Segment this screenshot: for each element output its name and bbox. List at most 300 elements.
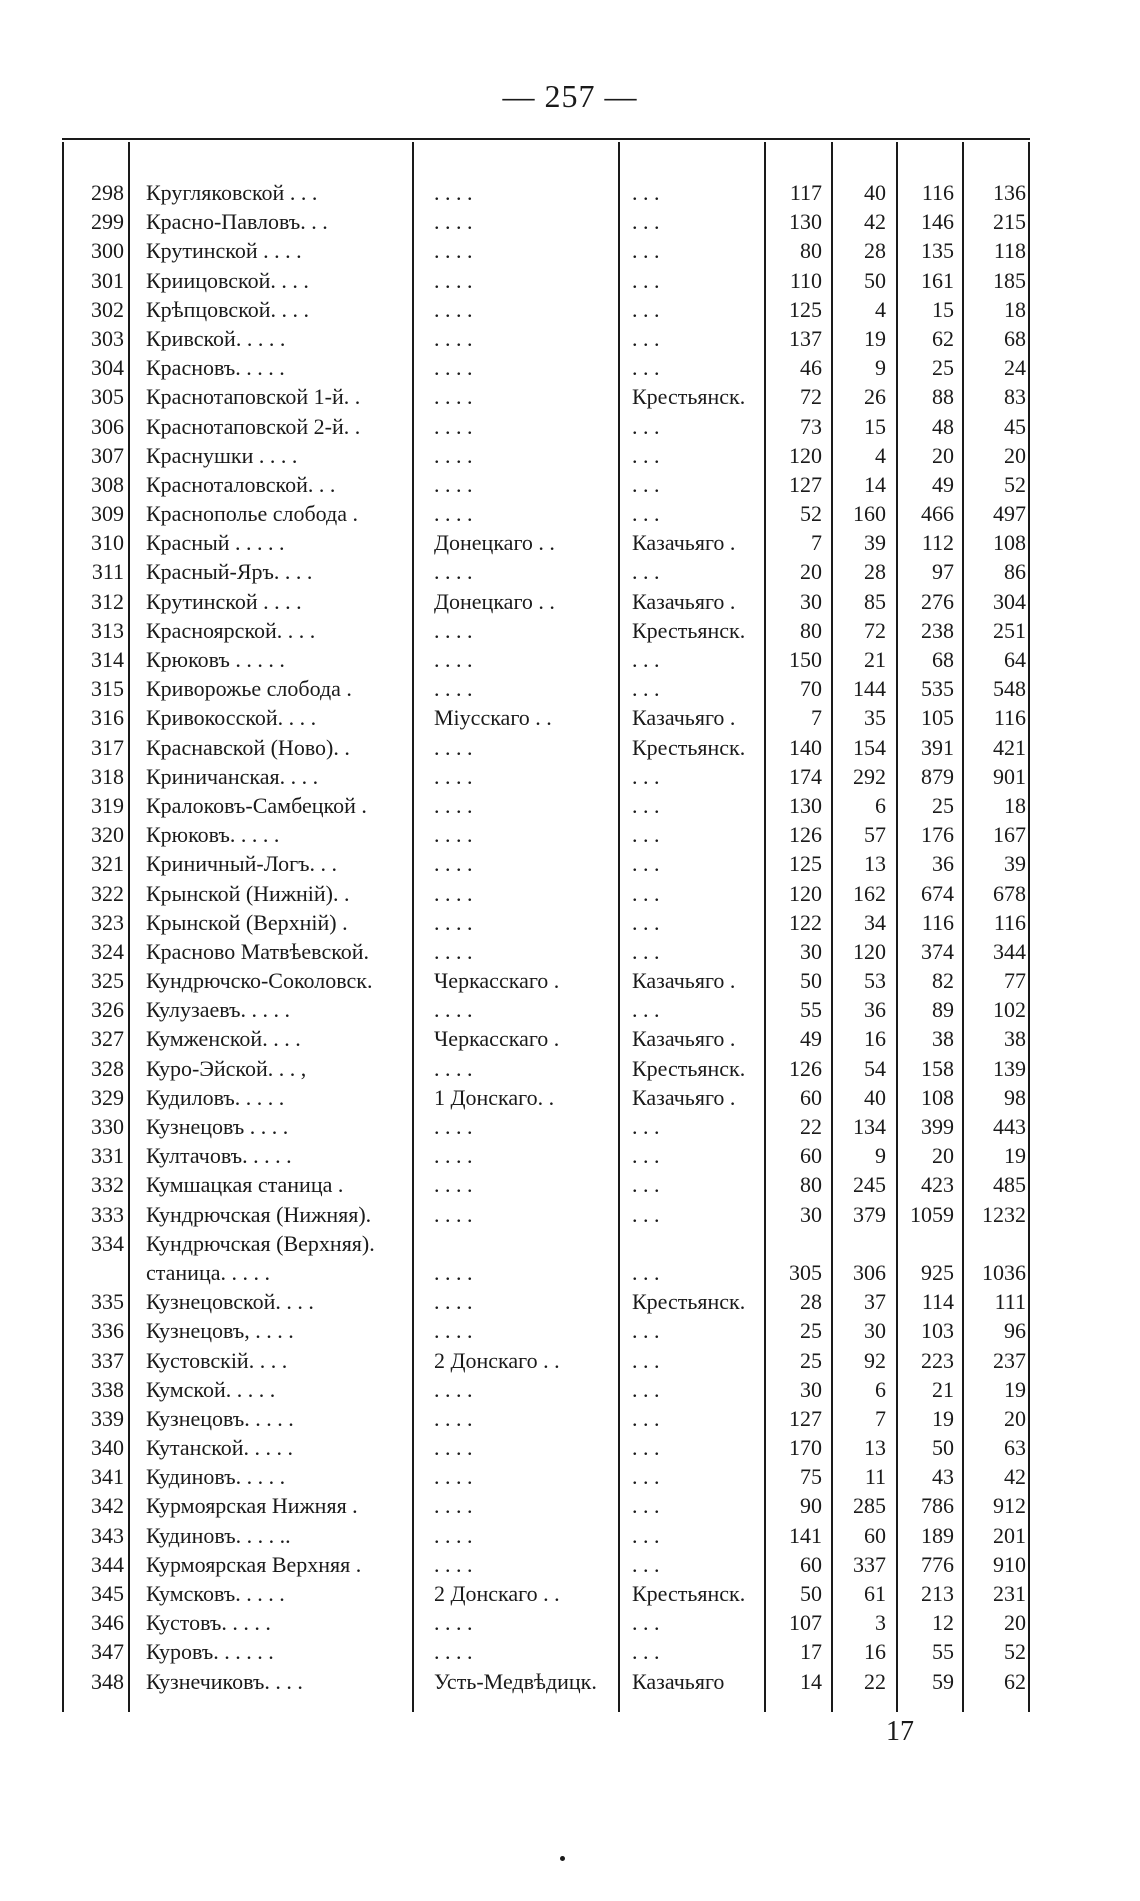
cell-district: . . . . [434, 1551, 473, 1577]
cell-n4: 116 [993, 705, 1026, 731]
cell-name: Кузнецовъ. . . . . [146, 1405, 294, 1431]
cell-name: Краснушки . . . . [146, 442, 298, 468]
cell-n4: 237 [993, 1347, 1026, 1373]
cell-n3: 213 [921, 1581, 954, 1606]
cell-name: Криицовской. . . . [146, 267, 309, 293]
cell-n4: 139 [993, 1055, 1026, 1081]
cell-n1: 28 [800, 1289, 822, 1315]
cell-name: Крутинской . . . . [146, 238, 302, 264]
cell-n3: 399 [921, 1114, 954, 1139]
cell-n4: 485 [993, 1172, 1026, 1198]
cell-n1: 14 [800, 1668, 822, 1694]
table-row [62, 236, 1030, 265]
cell-n3: 391 [921, 734, 954, 760]
cell-name: Кузнецовской. . . . [146, 1289, 314, 1315]
cell-n3: 112 [921, 530, 954, 556]
cell-n3: 776 [921, 1551, 954, 1577]
cell-name: Кривской. . . . . [146, 325, 286, 351]
cell-num: 307 [91, 442, 124, 468]
cell-district: . . . . [434, 209, 473, 235]
cell-name: Кундрючская (Нижняя). [146, 1201, 372, 1227]
cell-n3: 1059 [910, 1201, 954, 1227]
cell-n3: 786 [921, 1493, 954, 1519]
cell-name: Крюковъ. . . . . [146, 822, 280, 848]
table-row [62, 353, 1030, 382]
cell-type: . . . [632, 1405, 660, 1431]
cell-type: . . . [632, 792, 660, 818]
cell-name: Кудиловъ. . . . . [146, 1084, 285, 1110]
cell-district: . . . . [434, 1172, 473, 1198]
cell-district: Черкасскаго . [434, 968, 560, 994]
cell-n3: 674 [921, 880, 954, 906]
cell-name: Криничный-Логъ. . . [146, 851, 337, 877]
cell-district: . . . . [434, 938, 473, 964]
cell-name: Кустовъ. . . . . [146, 1610, 271, 1636]
cell-n1: 75 [800, 1464, 822, 1490]
cell-n1: 125 [789, 296, 822, 322]
cell-name: Кумженской. . . . [146, 1026, 301, 1052]
cell-n1: 7 [811, 530, 822, 556]
table-body [62, 178, 1030, 1696]
cell-type: Казачьяго . [632, 1026, 736, 1052]
cell-type: . . . [632, 938, 660, 964]
cell-type: . . . [632, 180, 660, 205]
cell-district: . . . . [434, 442, 473, 468]
cell-n3: 88 [932, 384, 954, 410]
cell-type: Казачьяго . [632, 530, 736, 556]
cell-n4: 63 [1004, 1435, 1026, 1461]
cell-district: . . . . [434, 238, 473, 264]
cell-type: . . . [632, 1143, 660, 1169]
cell-num: 305 [91, 384, 124, 410]
cell-n2: 245 [853, 1172, 886, 1198]
cell-n1: 72 [800, 384, 822, 410]
cell-n4: 116 [993, 909, 1026, 935]
cell-district: . . . . [434, 471, 473, 497]
cell-n1: 107 [789, 1610, 822, 1636]
table-row [62, 1550, 1030, 1579]
cell-district: 2 Донскаго . . [434, 1581, 560, 1606]
cell-n1: 17 [800, 1639, 822, 1665]
cell-n4: 304 [993, 588, 1026, 614]
cell-n4: 19 [1004, 1376, 1026, 1402]
cell-n2: 13 [864, 851, 886, 877]
cell-n3: 925 [921, 1259, 954, 1285]
cell-n2: 28 [864, 559, 886, 585]
cell-n1: 80 [800, 1172, 822, 1198]
cell-num: 300 [91, 238, 124, 264]
cell-n1: 130 [789, 209, 822, 235]
cell-n3: 97 [932, 559, 954, 585]
cell-district: . . . . [434, 822, 473, 848]
cell-n4: 39 [1004, 851, 1026, 877]
cell-type: Крестьянск. [632, 1055, 746, 1081]
table-row [62, 295, 1030, 324]
cell-name: Красновъ. . . . . [146, 355, 285, 381]
cell-n3: 36 [932, 851, 954, 877]
table-row [62, 499, 1030, 528]
cell-type: . . . [632, 471, 660, 497]
cell-n2: 40 [864, 1084, 886, 1110]
cell-n1: 50 [800, 1581, 822, 1606]
cell-n4: 136 [993, 180, 1026, 205]
cell-n2: 28 [864, 238, 886, 264]
cell-n1: 30 [800, 1376, 822, 1402]
cell-n4: 344 [993, 938, 1026, 964]
cell-num: 322 [91, 880, 124, 906]
cell-n1: 127 [789, 471, 822, 497]
cell-type: . . . [632, 296, 660, 322]
cell-name: Кундрючская (Верхняя). [146, 1230, 375, 1256]
cell-type: . . . [632, 442, 660, 468]
settlements-table [62, 138, 1030, 1713]
cell-n2: 40 [864, 180, 886, 205]
table-row [62, 791, 1030, 820]
cell-n1: 50 [800, 968, 822, 994]
table-row [62, 1375, 1030, 1404]
cell-n3: 423 [921, 1172, 954, 1198]
cell-num: 327 [91, 1026, 124, 1052]
cell-n2: 13 [864, 1435, 886, 1461]
cell-n2: 306 [853, 1259, 886, 1285]
cell-type: Казачьяго [632, 1668, 725, 1694]
cell-n1: 125 [789, 851, 822, 877]
cell-n2: 379 [853, 1201, 886, 1227]
cell-n2: 34 [864, 909, 886, 935]
table-row [62, 382, 1030, 411]
cell-name: Красноярской. . . . [146, 617, 316, 643]
cell-district: 1 Донскаго. . [434, 1084, 555, 1110]
cell-num: 344 [91, 1551, 124, 1577]
cell-district: . . . . [434, 1464, 473, 1490]
cell-n3: 82 [932, 968, 954, 994]
cell-num: 315 [91, 676, 124, 702]
cell-n4: 111 [994, 1289, 1026, 1315]
table-row [62, 470, 1030, 499]
cell-n1: 60 [800, 1084, 822, 1110]
table-row [62, 1521, 1030, 1550]
cell-type: . . . [632, 413, 660, 439]
cell-n4: 167 [993, 822, 1026, 848]
cell-district: . . . . [434, 384, 473, 410]
cell-district: . . . . [434, 1143, 473, 1169]
cell-num: 345 [91, 1581, 124, 1606]
cell-n4: 64 [1004, 647, 1026, 672]
cell-type: . . . [632, 238, 660, 264]
table-row [62, 1054, 1030, 1083]
cell-type: . . . [632, 1172, 660, 1198]
cell-district: . . . . [434, 1289, 473, 1315]
cell-n2: 11 [864, 1464, 886, 1490]
cell-n4: 98 [1004, 1084, 1026, 1110]
cell-n3: 176 [921, 822, 954, 848]
table-row [62, 1491, 1030, 1520]
cell-type: Крестьянск. [632, 617, 746, 643]
cell-n4: 20 [1004, 1405, 1026, 1431]
cell-type: . . . [632, 763, 660, 789]
cell-name: Крынской (Верхній) . [146, 909, 348, 935]
cell-num: 341 [91, 1464, 124, 1490]
cell-n3: 108 [921, 1084, 954, 1110]
cell-district: 2 Донскаго . . [434, 1347, 560, 1373]
cell-n1: 22 [800, 1114, 822, 1139]
cell-n3: 20 [932, 1143, 954, 1169]
cell-district: . . . . [434, 792, 473, 818]
cell-num: 321 [91, 851, 124, 877]
cell-name: Краснавской (Ново). . [146, 734, 350, 760]
cell-n4: 231 [993, 1581, 1026, 1606]
cell-num: 320 [91, 822, 124, 848]
cell-n2: 120 [853, 938, 886, 964]
cell-name: Крынской (Нижній). . [146, 880, 350, 906]
table-row [62, 1170, 1030, 1199]
cell-district: . . . . [434, 325, 473, 351]
cell-n2: 22 [864, 1668, 886, 1694]
table-row [62, 1462, 1030, 1491]
cell-n1: 49 [800, 1026, 822, 1052]
cell-name: Краснотаповской 1-й. . [146, 384, 361, 410]
cell-num: 314 [91, 647, 124, 672]
cell-n1: 170 [789, 1435, 822, 1461]
cell-n1: 90 [800, 1493, 822, 1519]
cell-district: . . . . [434, 1435, 473, 1461]
table-row [62, 1024, 1030, 1053]
cell-type: Казачьяго . [632, 1084, 736, 1110]
cell-n4: 68 [1004, 325, 1026, 351]
cell-district: . . . . [434, 1493, 473, 1519]
cell-n4: 19 [1004, 1143, 1026, 1169]
cell-district: . . . . [434, 763, 473, 789]
table-row [62, 762, 1030, 791]
cell-n1: 52 [800, 501, 822, 527]
table-row [62, 1404, 1030, 1433]
table-row [62, 1287, 1030, 1316]
table-row [62, 528, 1030, 557]
cell-n4: 912 [993, 1493, 1026, 1519]
cell-n2: 292 [853, 763, 886, 789]
cell-n4: 901 [993, 763, 1026, 789]
table-row [62, 820, 1030, 849]
cell-district: Міусскаго . . [434, 705, 552, 731]
cell-type: Крестьянск. [632, 734, 746, 760]
cell-n3: 276 [921, 588, 954, 614]
cell-n2: 7 [875, 1405, 886, 1431]
cell-num: 346 [91, 1610, 124, 1636]
cell-n3: 879 [921, 763, 954, 789]
table-row [62, 1433, 1030, 1462]
cell-n4: 201 [993, 1522, 1026, 1548]
cell-name: Курмоярская Верхняя . [146, 1551, 362, 1577]
cell-district: . . . . [434, 734, 473, 760]
cell-n3: 55 [932, 1639, 954, 1665]
cell-district: . . . . [434, 909, 473, 935]
cell-n4: 96 [1004, 1318, 1026, 1344]
cell-n1: 120 [789, 880, 822, 906]
cell-district: . . . . [434, 1639, 473, 1665]
cell-num: 342 [91, 1493, 124, 1519]
cell-n1: 174 [789, 763, 822, 789]
cell-n1: 140 [789, 734, 822, 760]
cell-n1: 20 [800, 559, 822, 585]
cell-num: 311 [91, 559, 124, 585]
cell-num: 306 [91, 413, 124, 439]
cell-n4: 86 [1004, 559, 1026, 585]
cell-n4: 108 [993, 530, 1026, 556]
cell-n2: 30 [864, 1318, 886, 1344]
cell-district: . . . . [434, 559, 473, 585]
cell-name: Красноталовской. . . [146, 471, 336, 497]
cell-n4: 910 [993, 1551, 1026, 1577]
cell-n4: 102 [993, 997, 1026, 1023]
table-row [62, 1112, 1030, 1141]
cell-n1: 25 [800, 1347, 822, 1373]
cell-n4: 678 [993, 880, 1026, 906]
cell-type: . . . [632, 1435, 660, 1461]
table-row [62, 674, 1030, 703]
cell-n1: 127 [789, 1405, 822, 1431]
cell-n1: 73 [800, 413, 822, 439]
cell-n1: 30 [800, 588, 822, 614]
cell-num: 316 [91, 705, 124, 731]
cell-n1: 7 [811, 705, 822, 731]
cell-num: 330 [91, 1114, 124, 1139]
cell-n3: 12 [932, 1610, 954, 1636]
cell-n2: 50 [864, 267, 886, 293]
cell-name: Кутанской. . . . . [146, 1435, 294, 1461]
cell-name: Красный-Яръ. . . . [146, 559, 313, 585]
table-row [62, 995, 1030, 1024]
cell-n1: 122 [789, 909, 822, 935]
table-top-rule [62, 138, 1030, 140]
cell-n1: 60 [800, 1143, 822, 1169]
cell-n3: 103 [921, 1318, 954, 1344]
cell-name: Криворожье слобода . [146, 676, 352, 702]
table-row [62, 849, 1030, 878]
cell-n4: 18 [1004, 792, 1026, 818]
cell-num: 338 [91, 1376, 124, 1402]
cell-num: 324 [91, 938, 124, 964]
cell-num: 331 [91, 1143, 124, 1169]
cell-type: . . . [632, 1551, 660, 1577]
cell-num: 328 [91, 1055, 124, 1081]
cell-num: 332 [91, 1172, 124, 1198]
cell-num: 301 [91, 267, 124, 293]
cell-n4: 52 [1004, 1639, 1026, 1665]
table-row [62, 616, 1030, 645]
cell-n1: 120 [789, 442, 822, 468]
cell-n4: 421 [993, 734, 1026, 760]
cell-name: Криничанская. . . . [146, 763, 319, 789]
cell-n2: 4 [875, 296, 886, 322]
table-row [62, 412, 1030, 441]
cell-district: . . . . [434, 413, 473, 439]
cell-district: Донецкаго . . [434, 588, 555, 614]
cell-type: Крестьянск. [632, 1581, 746, 1606]
cell-type: . . . [632, 997, 660, 1023]
cell-type: Казачьяго . [632, 588, 736, 614]
cell-district: . . . . [434, 880, 473, 906]
cell-n3: 38 [932, 1026, 954, 1052]
cell-num: 325 [91, 968, 124, 994]
cell-type: Крестьянск. [632, 384, 746, 410]
cell-n4: 52 [1004, 471, 1026, 497]
cell-district: . . . . [434, 1259, 473, 1285]
cell-type: . . . [632, 851, 660, 877]
cell-name: Кустовскій. . . . [146, 1347, 288, 1373]
cell-district: . . . . [434, 617, 473, 643]
table-row [62, 557, 1030, 586]
cell-district: . . . . [434, 355, 473, 381]
cell-n3: 19 [932, 1405, 954, 1431]
table-row [62, 703, 1030, 732]
cell-n2: 36 [864, 997, 886, 1023]
cell-name: Краснополье слобода . [146, 501, 358, 527]
cell-type: . . . [632, 1610, 660, 1636]
table-row [62, 1083, 1030, 1112]
signature-mark: 17 [886, 1716, 914, 1747]
cell-n1: 55 [800, 997, 822, 1023]
cell-num: 304 [91, 355, 124, 381]
cell-district: . . . . [434, 267, 473, 293]
table-row [62, 1346, 1030, 1375]
cell-name: Краснотаповской 2-й. . [146, 413, 361, 439]
cell-n3: 189 [921, 1522, 954, 1548]
cell-num: 329 [91, 1084, 124, 1110]
cell-num: 302 [91, 296, 124, 322]
cell-n4: 20 [1004, 442, 1026, 468]
cell-n2: 21 [864, 647, 886, 672]
cell-num: 340 [91, 1435, 124, 1461]
cell-num: 309 [91, 501, 124, 527]
cell-num: 323 [91, 909, 124, 935]
cell-n1: 25 [800, 1318, 822, 1344]
cell-name: Куро-Эйской. . . , [146, 1055, 307, 1081]
cell-n4: 20 [1004, 1610, 1026, 1636]
cell-n2: 160 [853, 501, 886, 527]
cell-n3: 89 [932, 997, 954, 1023]
cell-n3: 25 [932, 792, 954, 818]
cell-n2: 57 [864, 822, 886, 848]
cell-n3: 161 [921, 267, 954, 293]
cell-name: Кузнечиковъ. . . . [146, 1668, 303, 1694]
cell-name: Красный . . . . . [146, 530, 285, 556]
cell-n3: 20 [932, 442, 954, 468]
cell-n1: 30 [800, 1201, 822, 1227]
cell-num: 336 [91, 1318, 124, 1344]
cell-num: 313 [91, 617, 124, 643]
cell-type: . . . [632, 1318, 660, 1344]
cell-n2: 92 [864, 1347, 886, 1373]
table-row [62, 645, 1030, 674]
cell-num: 303 [91, 325, 124, 351]
cell-n2: 162 [853, 880, 886, 906]
cell-name: Крутинской . . . . [146, 588, 302, 614]
table-row [62, 1667, 1030, 1696]
cell-n1: 137 [789, 325, 822, 351]
table-row [62, 1229, 1030, 1258]
cell-n4: 42 [1004, 1464, 1026, 1490]
table-row [62, 733, 1030, 762]
cell-type: . . . [632, 1347, 660, 1373]
cell-district: . . . . [434, 1318, 473, 1344]
cell-n2: 16 [864, 1639, 886, 1665]
cell-n3: 62 [932, 325, 954, 351]
cell-name: Красново Матвѣевской. [146, 938, 370, 964]
cell-type: . . . [632, 647, 660, 672]
cell-type: . . . [632, 1259, 660, 1285]
cell-n3: 43 [932, 1464, 954, 1490]
cell-n3: 68 [932, 647, 954, 672]
